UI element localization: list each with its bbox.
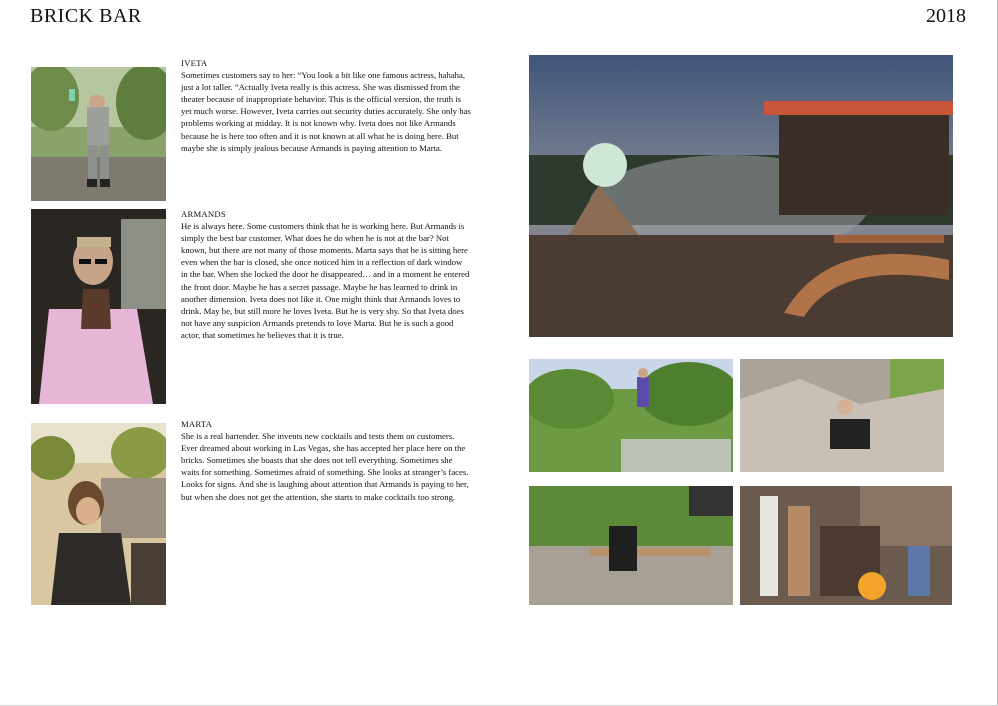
page-year: 2018 <box>926 5 966 27</box>
performance-photo-3 <box>529 486 733 605</box>
iveta-photo <box>31 67 166 201</box>
performance-photo-2 <box>740 359 944 472</box>
bio-marta <box>181 418 471 503</box>
performance-photo-1 <box>529 359 733 472</box>
marta-photo <box>31 423 166 605</box>
bio-text: She is a real bartender. She invents new cocktails and tests them on customers. Ever dreamed about working in Las Vegas, she has accepted her place here on the bricks. Sometimes she boasts that she does not tell everything. Sometimes she waits for something. Sometimes afraid of something. She looks at stranger’s faces. Looks for signs. And she is laughing about attention that Armands is paying to her, but when she does not get the attention, she starts to make cocktails too strong. <box>181 431 469 502</box>
page-title: BRICK BAR <box>30 5 142 27</box>
performance-photo-4 <box>740 486 952 605</box>
armands-photo <box>31 209 166 404</box>
bio-name: MARTA <box>181 419 213 429</box>
bio-text: He is always here. Some customers think that he is working here. But Armands is simply the best bar customer. What does he do when he is not at the bar? Not known, but there are not many of those moments. Marta says that he is sitting here even when the bar is closed, she once noticed him in a reflection of dark window in the bar. When she locked the door he disappeared… and in a moment he entered the front door. Maybe he has a secret passage. Maybe he has learned to drink in another dimension. Iveta does not like it. One might think that Armands loves to drink. May be, but still more he loves Iveta. But he is very shy. So that Iveta does not have any suspicion Armands pretends to love Marta. But he is such a good actor, that sometimes he believes that it is true. <box>181 221 470 340</box>
bio-armands <box>181 208 471 341</box>
bio-iveta <box>181 57 471 154</box>
bio-name: IVETA <box>181 58 208 68</box>
bio-name: ARMANDS <box>181 209 226 219</box>
bio-text: Sometimes customers say to her: “You look a bit like one famous actress, hahaha, just a lot taller. ”Actually Iveta really is this actress. She was dismissed from the theater because of inappropriate behavior. This is the official version, the truth is yet much worse. However, Iveta carries out security duties accurately. She only has problems working at midday. It is not known why. Iveta does not like Armands because he is here too often and it is not known at all what he is doing here. But maybe she is simply jealous because Armands is paying attention to Marta. <box>181 70 471 153</box>
brick-bar-evening-photo <box>529 55 953 337</box>
